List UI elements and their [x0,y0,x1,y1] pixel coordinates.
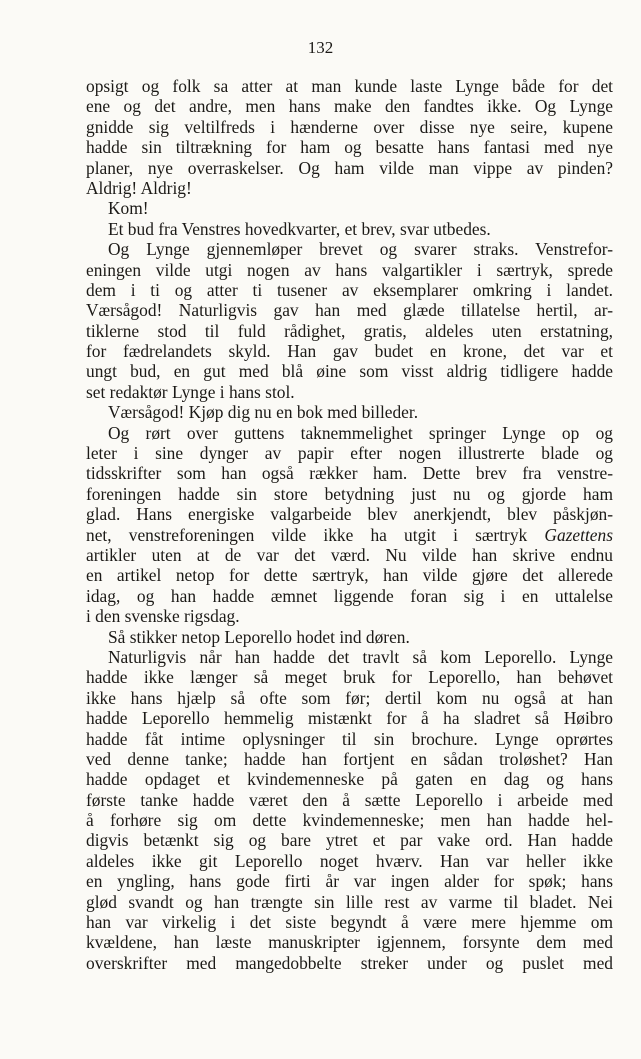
text-line: eningen vilde utgi nogen av hans valgartikler i særtryk, sprede [86,259,613,280]
text-line: hadde sin tiltrækning for ham og besatte hans fantasi med nye [86,137,613,158]
text-line: tiklerne stod til fuld rådighet, gratis, aldeles uten erstatning, [86,320,613,341]
text-line: planer, nye overraskelser. Og ham vilde man vippe av pinden? [86,157,613,178]
text-line: ene og det andre, men hans make den fandtes ikke. Og Lynge [86,96,613,117]
text-line: tidsskrifter som han også rækker ham. Dette brev fra venstre- [86,463,613,484]
text-line: Værsågod! Naturligvis gav han med glæde tillatelse hertil, ar- [86,300,613,321]
text-line: Værsågod! Kjøp dig nu en bok med billeder. [108,402,419,423]
text-line: ikke hans hjælp så ofte som før; dertil kom nu også at han [86,687,613,708]
text-line: Et bud fra Venstres hovedkvarter, et brev, svar utbedes. [108,218,491,239]
text-line: Aldrig! Aldrig! [86,177,192,198]
text-line: ungt bud, en gut med blå øine som visst aldrig tidligere hadde [86,361,613,382]
text-line: artikler uten at de var det værd. Nu vilde han skrive endnu [86,544,613,565]
italic-title: Gazettens [544,524,613,545]
text-line: Så stikker netop Leporello hodet ind døren. [108,626,410,647]
text-line: net, venstreforeningen vilde ikke ha utgit i særtryk Gazettens [86,524,613,545]
text-line: gnidde sig veltilfreds i hænderne over disse nye seire, kupene [86,116,613,137]
text-line: dem i ti og atter ti tusener av eksemplarer omkring i landet. [86,279,613,300]
text-line: Og rørt over guttens taknemmelighet springer Lynge op og [108,422,613,443]
text-line: foreningen hadde sin store betydning just nu og gjorde ham [86,483,613,504]
text-line: glød svandt og han trængte sin lille rest av varme til bladet. Nei [86,891,613,912]
text-line: overskrifter med mangedobbelte streker under og puslet med [86,952,613,973]
text-line: for fædrelandets skyld. Han gav budet en krone, det var et [86,341,613,362]
text-line: en artikel netop for dette særtryk, han vilde gjøre det allerede [86,565,613,586]
text-line: aldeles ikke git Leporello noget hværv. Han var heller ikke [86,850,613,871]
text-line: glad. Hans energiske valgarbeide blev anerkjendt, blev påskjøn- [86,504,613,525]
text-line: Og Lynge gjennemløper brevet og svarer straks. Venstrefor- [108,239,613,260]
text-line: ved denne tanke; hadde han fortjent en sådan troløshet? Han [86,748,613,769]
text-line: første tanke hadde været den å sætte Leporello i arbeide med [86,789,613,810]
text-line: leter i sine dynger av papir efter nogen illustrerte blade og [86,443,613,464]
text-line: Kom! [108,198,149,219]
text-line: idag, og han hadde æmnet liggende foran sig i en uttalelse [86,585,613,606]
text-line: å forhøre sig om dette kvindemenneske; men han hadde hel- [86,810,613,831]
text-line: hadde Leporello hemmelig mistænkt for å ha sladret så Høibro [86,708,613,729]
text-line: Naturligvis når han hadde det travlt så kom Leporello. Lynge [108,646,613,667]
text-line: i den svenske rigsdag. [86,606,240,627]
text-line: kvældene, han læste manuskripter igjennem, forsynte dem med [86,932,613,953]
page-number: 132 [307,38,334,57]
text-line: opsigt og folk sa atter at man kunde laste Lynge både for det [86,76,613,96]
text-line: en yngling, hans gode firti år var ingen alder for spøk; hans [86,871,613,892]
text-line: hadde fåt intime oplysninger til sin brochure. Lynge oprørtes [86,728,613,749]
text-line: han var virkelig i det siste begyndt å være mere hjemme om [86,912,613,933]
text-line: hadde ikke længer så meget bruk for Leporello, han behøvet [86,667,613,688]
text-line: digvis betænkt sig og bare ytret et par vake ord. Han hadde [86,830,613,851]
text-line: set redaktør Lynge i hans stol. [86,381,295,402]
text-line: hadde opdaget et kvindemenneske på gaten en dag og hans [86,769,613,790]
body-text [86,76,613,973]
